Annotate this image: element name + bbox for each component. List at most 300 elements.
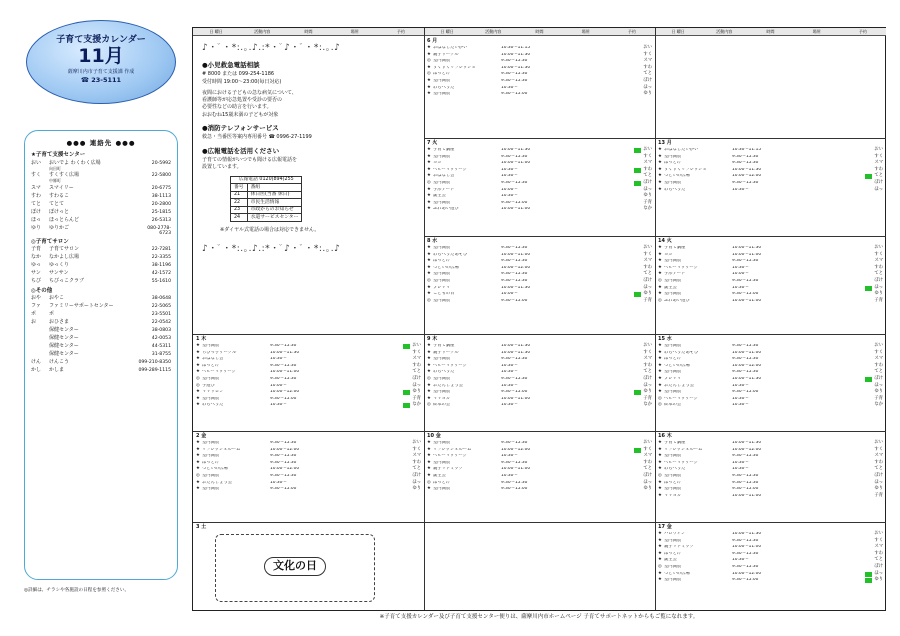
event-row: [658, 531, 883, 538]
event-mark: ★: [427, 343, 431, 349]
contact-name-text: ほっとらんど: [49, 216, 80, 223]
event-mark: ◎: [427, 278, 431, 284]
event-name: 誕生会: [664, 285, 677, 290]
contact-name: [49, 352, 135, 358]
event-row: [658, 265, 883, 272]
table-cell: 番号: [231, 184, 248, 192]
issuer-phone: ☎ 23-5111: [80, 75, 122, 84]
day-label: 1 木: [196, 335, 207, 342]
event-row: [427, 453, 652, 460]
event-row: [427, 200, 652, 207]
event-row: [196, 396, 421, 403]
contact-name: [49, 173, 135, 183]
contact-short: ファ: [31, 303, 41, 310]
contact-name: [49, 210, 135, 216]
event-mark: ★: [427, 160, 431, 166]
event-row: [427, 343, 652, 350]
event-name: ベビーマッサージ: [433, 167, 467, 172]
event-time: 10:30〜: [501, 383, 518, 388]
event-time: 10:30〜: [732, 187, 749, 192]
event-row: [196, 453, 421, 460]
contact-tel: 20-6775: [151, 185, 171, 191]
issuer-label: 薩摩川内市子育て支援課 作成: [67, 69, 135, 76]
contact-row: [31, 312, 171, 318]
reservation-badge: [634, 292, 641, 297]
event-mark: ★: [658, 356, 662, 362]
event-name: 室内開放: [202, 377, 220, 382]
day-cell-d1: [194, 335, 423, 431]
contact-section-heading: ◎その他: [31, 287, 53, 294]
event-row: [427, 486, 652, 493]
event-row: [658, 167, 883, 174]
event-mark: ◎: [196, 473, 200, 479]
event-time: 9:30〜15:30: [732, 181, 759, 186]
contact-short: てと: [31, 200, 42, 207]
reservation-badge: [403, 390, 410, 395]
day-cell-d14: [656, 237, 885, 334]
event-row: [196, 467, 421, 474]
contact-tel: 38-0648: [151, 296, 171, 302]
calendar-title: 子育て支援カレンダー: [56, 35, 146, 45]
event-row: [196, 356, 421, 363]
event-venue-tag: すわ: [412, 459, 421, 465]
contact-name-text: おやこ: [49, 295, 65, 302]
event-time: 9:30〜15:30: [501, 181, 528, 186]
event-time: 10:00〜11:30: [732, 441, 762, 446]
event-name: 室内開放: [433, 272, 451, 277]
event-venue-tag: スマ: [643, 160, 652, 166]
event-venue-tag: ぽけ: [412, 376, 421, 382]
event-venue-tag: ゆり: [412, 486, 421, 492]
event-row: [658, 544, 883, 551]
event-name: わらべうた: [664, 467, 686, 472]
event-row: [658, 473, 883, 480]
event-time: 9:30〜15:30: [270, 460, 297, 465]
day-label: 13 月: [658, 139, 672, 146]
reservation-badge: [865, 377, 872, 382]
event-time: 9:30〜15:30: [501, 279, 528, 284]
event-mark: ◎: [427, 58, 431, 64]
event-name: 親子リトミック: [664, 545, 694, 550]
event-name: わらべうた: [664, 187, 686, 192]
event-venue-tag: ぽけ: [874, 180, 883, 186]
event-venue-tag: すわ: [643, 64, 652, 70]
event-mark: ◎: [427, 297, 431, 303]
event-row: [427, 376, 652, 383]
contact-name-text: ちびっこクラブ: [49, 278, 85, 285]
contact-name-text: ゆりかご: [49, 224, 70, 231]
event-mark: ★: [427, 51, 431, 57]
event-row: [658, 180, 883, 187]
event-venue-tag: てと: [412, 369, 421, 375]
event-row: [427, 467, 652, 474]
event-venue-tag: スマ: [643, 58, 652, 64]
event-name: おはなし会: [433, 174, 455, 179]
event-time: 9:30〜15:30: [270, 344, 297, 349]
event-mark: ★: [196, 453, 200, 459]
event-name: ヨガ: [433, 161, 442, 166]
event-row: [196, 343, 421, 350]
event-name: 室内開放: [664, 370, 682, 375]
contact-name: [49, 226, 135, 237]
event-mark: ◎: [427, 376, 431, 382]
event-row: [658, 356, 883, 363]
event-name: 室内開放: [202, 441, 220, 446]
event-mark: ★: [658, 537, 662, 543]
event-venue-tag: すわ: [874, 264, 883, 270]
event-venue-tag: スマ: [412, 356, 421, 362]
event-name: ベビーマッサージ: [664, 265, 698, 270]
event-name: おたんじょう会: [664, 383, 695, 388]
event-mark: ◎: [658, 564, 662, 570]
event-venue-tag: ほっ: [874, 570, 883, 576]
contact-short: おい: [31, 159, 42, 166]
event-venue-tag: スマ: [874, 356, 883, 362]
event-mark: ★: [658, 492, 662, 498]
event-venue-tag: ぽけ: [643, 473, 652, 479]
contact-short: [31, 336, 47, 342]
event-time: 9:30〜15:30: [501, 357, 528, 362]
event-name: 室内開放: [433, 298, 451, 303]
event-row: [427, 160, 652, 167]
event-venue-tag: 子育: [643, 395, 652, 401]
event-row: [196, 389, 421, 396]
header-reserve: 予約: [396, 29, 405, 34]
event-row: [658, 493, 883, 500]
event-name: ハロウィン: [664, 532, 686, 537]
info-text: [202, 71, 415, 119]
event-mark: ★: [196, 402, 200, 408]
event-time: 9:30〜15:30: [501, 377, 528, 382]
event-time: 10:30〜: [501, 454, 518, 459]
table-row: [231, 199, 302, 207]
event-venue-tag: なか: [643, 206, 652, 212]
event-time: 9:30〜15:30: [270, 441, 297, 446]
event-row: [658, 147, 883, 154]
event-mark: ★: [658, 479, 662, 485]
event-time: 10:00〜11:00: [732, 545, 762, 550]
event-name: わらべうたあそび: [433, 252, 468, 257]
event-name: つどいの広場: [433, 265, 459, 270]
event-row: [658, 187, 883, 194]
event-time: 10:00〜: [732, 272, 749, 277]
decorative-border: ♪・ﾟ・*:.｡.♪.:*・ﾟ♪・ﾟ・*:.｡.♪: [202, 244, 341, 254]
contact-row: [31, 263, 171, 269]
info-line: 救急・当番医等案内専用番号 ☎ 0996-27-1199: [202, 134, 312, 141]
event-venue-tag: おい: [412, 343, 421, 349]
contact-short: おや: [31, 295, 42, 302]
day-cell-d15: [656, 335, 885, 431]
event-venue-tag: ぽけ: [643, 180, 652, 186]
event-name: つどいの広場: [202, 467, 228, 472]
contact-row: [31, 271, 171, 277]
table-cell: 21: [231, 191, 248, 199]
contact-short: ゆり: [31, 224, 42, 231]
event-name: 室内開放: [664, 279, 682, 284]
event-time: 10:00〜12:00: [732, 363, 762, 368]
event-venue-tag: おい: [643, 343, 652, 349]
event-row: [427, 45, 652, 52]
event-name: 室内開放: [664, 292, 682, 297]
event-time: 10:30〜: [270, 357, 287, 362]
contact-row: [31, 210, 171, 216]
event-mark: ★: [427, 147, 431, 153]
event-mark: ★: [658, 264, 662, 270]
day-label: 7 火: [427, 139, 438, 146]
event-mark: ★: [427, 291, 431, 297]
table-cell: 広報電話 0120(894)255: [231, 176, 302, 184]
event-time: 10:30〜: [270, 403, 287, 408]
event-row: [658, 298, 883, 305]
contact-section-heading: ★子育て支援センター: [31, 152, 86, 159]
event-venue-tag: スマ: [874, 544, 883, 550]
event-mark: ◎: [196, 382, 200, 388]
header-reserve: 予約: [858, 29, 867, 34]
event-venue-tag: すく: [643, 51, 652, 57]
event-venue-tag: ゆり: [874, 577, 883, 583]
header-day: 日 曜日: [671, 29, 685, 34]
contacts-title: ●●● 連絡先 ●●●: [66, 139, 136, 147]
contact-name-text: すくすく広場: [49, 172, 80, 179]
event-mark: ★: [427, 453, 431, 459]
event-row: [427, 154, 652, 161]
event-time: 10:00〜12:00: [270, 390, 300, 395]
event-mark: ◎: [427, 402, 431, 408]
event-time: 10:30〜: [732, 558, 749, 563]
header-activity: 活動内容: [254, 29, 271, 34]
event-row: [658, 258, 883, 265]
event-row: [427, 350, 652, 357]
event-venue-tag: すく: [412, 349, 421, 355]
event-mark: ★: [658, 550, 662, 556]
event-time: 9:30〜15:30: [270, 454, 297, 459]
contact-row: [31, 202, 171, 208]
event-name: 室内開放: [433, 487, 451, 492]
event-mark: ★: [427, 362, 431, 368]
event-mark: ★: [427, 153, 431, 159]
event-row: [427, 147, 652, 154]
contact-short: ぽけ: [31, 208, 42, 215]
info-line: おおむね15歳未満の子どもが対象: [202, 111, 279, 118]
contact-name-text: おひさま: [49, 319, 70, 326]
event-time: 10:00〜11:30: [501, 350, 531, 355]
event-row: [427, 285, 652, 292]
event-row: [196, 383, 421, 390]
event-name: ちびっ子サークル: [202, 350, 237, 355]
event-venue-tag: すく: [874, 446, 883, 452]
event-venue-tag: ゆり: [643, 486, 652, 492]
info-heading: ●広報電話を活用ください: [202, 146, 280, 155]
contact-row: [31, 320, 171, 326]
event-venue-tag: 子育: [412, 395, 421, 401]
header-place: 場所: [581, 29, 590, 34]
event-mark: ★: [427, 284, 431, 290]
event-row: [658, 480, 883, 487]
table-row: [231, 184, 302, 192]
event-time: 9:30〜15:30: [732, 357, 759, 362]
event-row: [196, 350, 421, 357]
event-mark: ★: [427, 84, 431, 90]
event-time: 10:00〜11:30: [501, 285, 531, 290]
event-name: つどいの広場: [664, 363, 690, 368]
event-row: [427, 245, 652, 252]
event-venue-tag: ほっ: [874, 186, 883, 192]
event-name: 子育て講座: [433, 148, 455, 153]
event-time: 10:30〜: [501, 363, 518, 368]
table-row: [231, 191, 302, 199]
event-time: 9:30〜15:30: [732, 370, 759, 375]
contact-tel: 42-0053: [151, 335, 171, 341]
event-venue-tag: てと: [643, 71, 652, 77]
header-day: 日 曜日: [440, 29, 454, 34]
event-mark: ★: [658, 376, 662, 382]
event-venue-tag: ほっ: [643, 284, 652, 290]
event-row: [196, 460, 421, 467]
event-row: [658, 577, 883, 584]
contact-name-text: けんこう: [49, 358, 70, 365]
contact-tel: 44-5311: [151, 343, 171, 349]
contact-name: [49, 263, 135, 269]
event-name: リフレッシュルーム: [433, 447, 472, 452]
day-cell-d16: [656, 432, 885, 522]
event-name: リフレッシュルーム: [202, 447, 241, 452]
event-row: [658, 350, 883, 357]
event-mark: ★: [658, 166, 662, 172]
event-mark: ★: [658, 245, 662, 251]
event-venue-tag: ぽけ: [643, 278, 652, 284]
contact-row: [31, 368, 171, 374]
event-venue-tag: すわ: [643, 264, 652, 270]
event-name: 室内開放: [202, 487, 220, 492]
event-name: こどもの日: [433, 292, 455, 297]
event-venue-tag: すわ: [643, 362, 652, 368]
event-venue-tag: てと: [643, 173, 652, 179]
contact-name: [49, 279, 135, 285]
event-mark: ★: [427, 91, 431, 97]
event-venue-tag: てと: [874, 466, 883, 472]
event-row: [427, 403, 652, 410]
event-time: 10:30〜: [732, 285, 749, 290]
event-time: 9:30〜15:00: [501, 487, 528, 492]
event-mark: ★: [427, 466, 431, 472]
event-name: 絵本の会: [664, 403, 682, 408]
event-name: ヨガ: [664, 252, 673, 257]
event-row: [196, 486, 421, 493]
event-time: 9:30〜15:30: [501, 59, 528, 64]
contact-short: ゆっ: [31, 262, 41, 269]
contact-tel: 38-0803: [151, 327, 171, 333]
event-time: 10:00〜11:30: [732, 167, 762, 172]
info-heading: ●小児救急電話相談: [202, 61, 260, 69]
contact-name-text: なかよし広場: [49, 254, 80, 261]
event-time: 10:00〜11:00: [732, 252, 762, 257]
event-name: ベビーマッサージ: [664, 460, 698, 465]
event-mark: ★: [196, 343, 200, 349]
contact-tel: 20-2800: [151, 201, 171, 207]
event-name: おはなし会: [202, 357, 224, 362]
event-time: 9:30〜15:30: [501, 460, 528, 465]
contact-name-text: てとて: [49, 200, 65, 207]
event-time: 10:00〜11:00: [501, 161, 531, 166]
info-line: 設置しています。: [202, 164, 242, 171]
event-mark: ★: [427, 193, 431, 199]
event-venue-tag: スマ: [643, 258, 652, 264]
event-time: 10:00〜11:30: [501, 65, 531, 70]
event-time: 9:30〜15:30: [732, 474, 759, 479]
event-name: 子育て講座: [664, 441, 686, 446]
event-name: すくすくリフレッシュ: [664, 167, 707, 172]
event-name: わらべうた: [433, 85, 455, 90]
event-time: 10:00〜12:00: [732, 571, 762, 576]
contact-short: なか: [31, 254, 42, 261]
event-time: 10:00〜12:00: [270, 447, 300, 452]
event-time: 10:00〜: [501, 292, 518, 297]
table-cell: 番組: [247, 184, 302, 192]
event-row: [658, 252, 883, 259]
event-row: [658, 291, 883, 298]
header-time: 時間: [766, 29, 775, 34]
event-time: 10:30〜: [270, 480, 287, 485]
day-label: 10 金: [427, 432, 441, 439]
event-row: [427, 187, 652, 194]
event-time: 10:00〜11:00: [732, 350, 762, 355]
event-name: 子育て講座: [433, 344, 455, 349]
event-name: ママヨガ: [664, 493, 682, 498]
event-mark: ★: [427, 446, 431, 452]
event-name: 室内開放: [433, 377, 451, 382]
event-time: 9:30〜15:30: [732, 154, 759, 159]
event-venue-tag: てと: [874, 369, 883, 375]
day-label: 17 金: [658, 523, 672, 530]
event-time: 9:30〜15:00: [501, 200, 528, 205]
contact-row: [31, 255, 171, 261]
contact-tel: 31-8755: [151, 351, 171, 357]
contact-row: [31, 194, 171, 200]
event-row: [658, 389, 883, 396]
contact-name: [49, 202, 135, 208]
event-time: 10:30〜11:15: [732, 148, 762, 153]
contact-name: [49, 271, 135, 277]
event-name: すくすくリフレッシュ: [433, 65, 476, 70]
event-mark: ★: [427, 78, 431, 84]
contact-name-text: サンサン: [49, 270, 69, 277]
event-mark: ★: [196, 459, 200, 465]
event-time: 10:30〜: [732, 396, 749, 401]
event-name: 室内開放: [664, 154, 682, 159]
event-name: 室内開放: [433, 79, 451, 84]
info-note: ※ダイヤル式電話の場合は対応できません。: [220, 226, 320, 233]
contact-name-text: 保健センター: [49, 326, 79, 333]
event-mark: ★: [427, 206, 431, 212]
event-row: [658, 278, 883, 285]
event-venue-tag: ゆり: [874, 486, 883, 492]
event-name: 室内開放: [433, 59, 451, 64]
info-line: 看護師等が応急処置や受診の要否の: [202, 97, 283, 104]
header-activity: 活動内容: [485, 29, 502, 34]
reservation-badge: [634, 181, 641, 186]
event-time: 9:30〜15:30: [501, 79, 528, 84]
table-cell: 23: [231, 206, 248, 214]
event-mark: ★: [658, 369, 662, 375]
event-mark: ★: [427, 45, 431, 51]
event-name: ベビーマッサージ: [664, 396, 698, 401]
event-venue-tag: おい: [874, 531, 883, 537]
event-time: 10:00〜11:00: [732, 298, 762, 303]
day-label: 2 金: [196, 432, 207, 439]
event-row: [427, 383, 652, 390]
event-row: [658, 363, 883, 370]
info-line: 夜間における子どもの急な病気について、: [202, 89, 297, 96]
